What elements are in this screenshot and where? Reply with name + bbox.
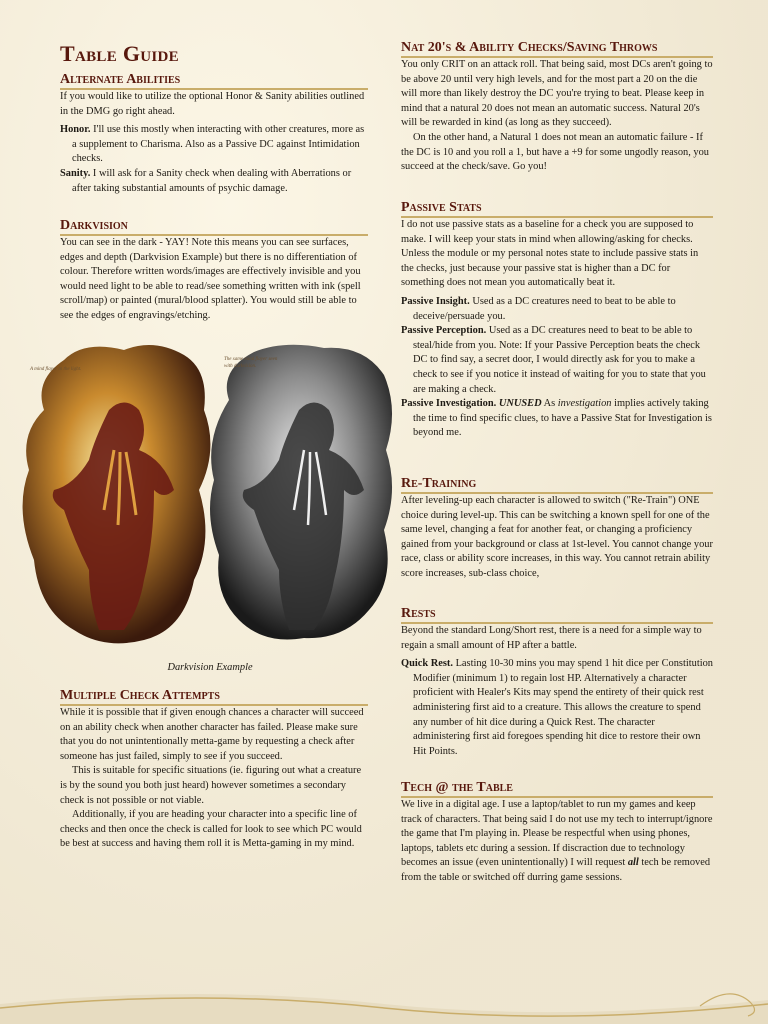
tech-text bbox=[401, 798, 713, 886]
quick-rest-term: Quick Rest. bbox=[401, 658, 453, 670]
heading-darkvision: Darkvision bbox=[60, 218, 368, 236]
page-title: Table Guide bbox=[60, 41, 179, 66]
figure-label-right: The same mind flayer seen with darkvision. bbox=[224, 357, 278, 369]
sanity-text: I will ask for a Sanity check when dealing with Aberrations or after taking substantial amounts of psychic damage. bbox=[72, 167, 352, 194]
section-darkvision bbox=[60, 218, 368, 324]
passive-investigation-entry bbox=[401, 397, 713, 441]
heading-tech: Tech @ the Table bbox=[401, 780, 713, 798]
section-tech bbox=[401, 780, 713, 886]
honor-text: I'll use this mostly when interacting with other creatures, more as a supplement to Charisma. Also as a Passive DC against Intimidation checks. bbox=[72, 124, 365, 165]
darkvision-text: You can see in the dark - YAY! Note this means you can see surfaces, edges and depth (Darkvision Example) but there is no differentiation of colour. Therefore written words/images are effectively invisible and you would need light to be able to read/see something written with ink (spell scroll/map) or painted (mural/blood splatter). You would still be able to see the edges of engravings/etching. bbox=[60, 237, 361, 321]
darkvision-figure bbox=[14, 340, 394, 648]
passive-perception-term: Passive Perception. bbox=[401, 325, 487, 337]
quick-rest-entry bbox=[401, 657, 713, 759]
passive-insight-term: Passive Insight. bbox=[401, 295, 470, 307]
footer-scroll-decoration bbox=[0, 964, 768, 1024]
passive-investigation-term: Passive Investigation. bbox=[401, 398, 497, 410]
section-nat20 bbox=[401, 40, 713, 175]
passive-perception-text: Used as a DC creatures need to beat to be able to steal/hide from you. Note: If your Passive Perception beats the check DC to find say, a secret door, I would directly ask for you to make a check to see if you notice it instead of waiting for you to state that you are making a check. bbox=[413, 325, 706, 395]
nat20-p2: On the other hand, a Natural 1 does not mean an automatic failure - If the DC is 10 and you roll a 1, but have a +9 for some ungodly reason, you succeed at the check/save. Go you! bbox=[401, 131, 709, 173]
heading-multiple-check: Multiple Check Attempts bbox=[60, 688, 368, 706]
multiple-check-p2: This is suitable for specific situations (ie. figuring out what a creature is by the sound you both just heard) however sometimes a secondary check is not possible or not viable. bbox=[60, 765, 362, 806]
passive-intro: I do not use passive stats as a baseline for a check you are supposed to make. I will keep your stats in mind when allowing/asking for checks. Unless the module or my personal notes state to include passive stats in the checks, just because your passive stat is higher than a DC for something does not mean you automatically beat it. bbox=[401, 219, 699, 289]
section-alternate-abilities bbox=[60, 72, 368, 196]
tech-text-b: tech be removed from the table or switched off durring game sessions. bbox=[401, 857, 711, 883]
multiple-check-p3: Additionally, if you are heading your character into a specific line of checks and then once the check is called for look to see which PC would be best at success and having them roll it is Metta-gaming in my mind. bbox=[60, 809, 362, 850]
heading-alternate-abilities: Alternate Abilities bbox=[60, 72, 368, 90]
rests-intro: Beyond the standard Long/Short rest, there is a need for a simple way to regain a small amount of HP after a battle. bbox=[401, 625, 702, 651]
passive-investigation-text-a: As bbox=[541, 398, 558, 410]
heading-passive-stats: Passive Stats bbox=[401, 200, 713, 218]
heading-rests: Rests bbox=[401, 606, 713, 624]
passive-insight-entry bbox=[401, 295, 713, 324]
sanity-entry bbox=[60, 167, 368, 196]
multiple-check-p1: While it is possible that if given enough chances a character will succeed on an ability check when another character has failed. Please make sure that you do not unintentionally metta-game by requesting a check after someone has just failed, simply to see if you succeed. bbox=[60, 707, 364, 762]
nat20-p1: You only CRIT on an attack roll. That being said, most DCs aren't going to be above 20 until very high levels, and for the most part a 20 on the die will more than likely destroy the DC you're trying to beat. Please keep in mind that a natural 20 does not mean an automatic success. Natural 20's will be rewarded in kind (as long as they succeed). bbox=[401, 59, 713, 129]
mind-flayer-illustration bbox=[14, 340, 394, 648]
passive-investigation-em: investigation bbox=[557, 398, 612, 410]
passive-investigation-text-b: implies actively taking the time to find specific clues, to have a Passive Stat for Investigation is beyond me. bbox=[413, 398, 712, 439]
passive-investigation-unused: UNUSED bbox=[498, 398, 542, 410]
alternate-abilities-intro: If you would like to utilize the optional Honor & Sanity abilities outlined in the DMG go right ahead. bbox=[60, 91, 365, 117]
section-multiple-check bbox=[60, 688, 368, 852]
passive-insight-text: Used as a DC creatures need to beat to be able to deceive/persuade you. bbox=[413, 295, 676, 322]
section-rests bbox=[401, 606, 713, 759]
figure-label-left: A mind flayer in the light. bbox=[30, 367, 82, 372]
sanity-term: Sanity. bbox=[60, 167, 91, 179]
retraining-text: After leveling-up each character is allowed to switch ("Re-Train") ONE choice during level-up. This can be switching a known spell for one of the same level, changing a feat for another feat, or changing a proficiency gained from your background or class at 1st-level. You cannot change your race, class or ability score increases, in this way. You cannot retrain ability score increases, sub-class choice, bbox=[401, 495, 713, 579]
section-retraining bbox=[401, 476, 713, 582]
tech-text-em: all bbox=[627, 857, 639, 869]
honor-entry bbox=[60, 123, 368, 167]
section-passive-stats bbox=[401, 200, 713, 441]
honor-term: Honor. bbox=[60, 124, 91, 136]
quick-rest-text: Lasting 10-30 mins you may spend 1 hit dice per Constitution Modifier (minimum 1) to regain lost HP. Alternatively a character proficient with Healer's Kits may spend the entirety of their quick rest administering first aid to a creature. This allows the creature to spend any number of hit dice during a Quick Rest. The character administering first aid foregoes spending hit dice to restore their own Hit Points. bbox=[413, 658, 713, 757]
heading-nat20: Nat 20's & Ability Checks/Saving Throws bbox=[401, 40, 713, 58]
heading-retraining: Re-Training bbox=[401, 476, 713, 494]
tech-text-a: We live in a digital age. I use a laptop/tablet to run my games and keep track of characters. That being said I do not use my tech to interrupt/ignore the game that I'm playing in. Please be respectful when using phones, laptops, tablets etc during a session. If discraction due to technology becomes an issue (even unintentionally) I will request bbox=[401, 799, 713, 869]
figure-caption: Darkvision Example bbox=[167, 662, 253, 673]
passive-perception-entry bbox=[401, 324, 713, 397]
